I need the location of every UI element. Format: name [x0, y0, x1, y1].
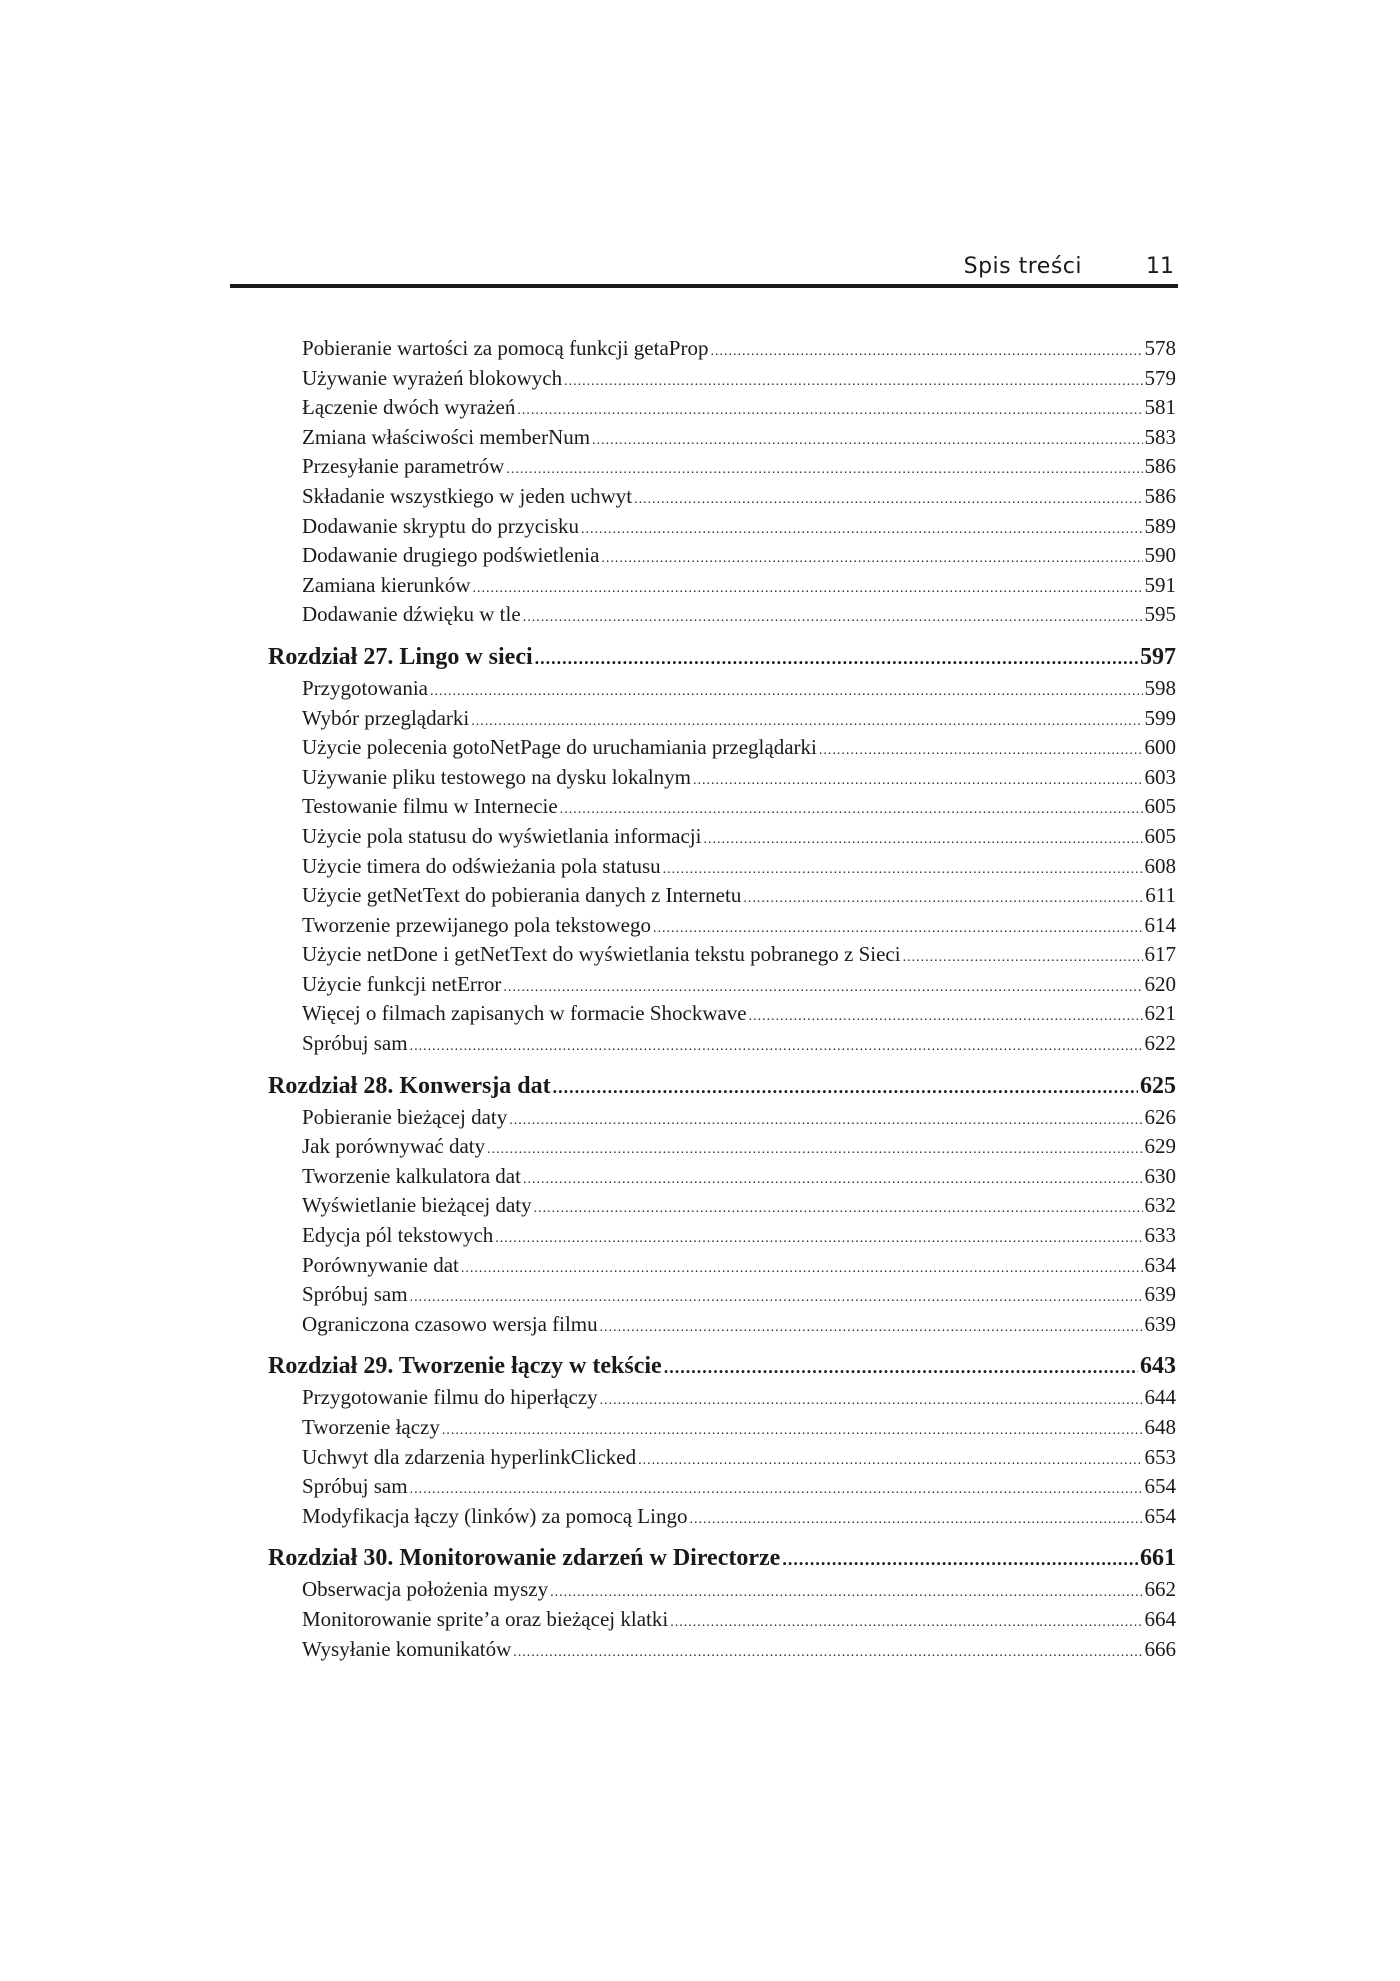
toc-entry-page: 654: [1144, 1474, 1176, 1499]
toc-entry-title: Rozdział 28. Konwersja dat: [268, 1072, 551, 1099]
toc-entry: [268, 1103, 1176, 1133]
toc-entry-page: 605: [1144, 823, 1176, 848]
toc-entry-title: Porównywanie dat: [302, 1252, 459, 1277]
toc-entry-page: 648: [1144, 1415, 1176, 1439]
toc-entry-page: 643: [1140, 1353, 1176, 1380]
dot-leader: [782, 1541, 1138, 1576]
toc-entry-page: 586: [1144, 483, 1176, 508]
toc-entry: [268, 792, 1176, 822]
dot-leader: [560, 792, 1143, 825]
toc-entry-title: Tworzenie łączy: [302, 1415, 440, 1439]
toc-entry-title: Użycie funkcji netError: [302, 971, 502, 996]
toc-entry-title: Edycja pól tekstowych: [302, 1223, 494, 1248]
toc-entry-title: Używanie pliku testowego na dysku lokalnym: [302, 764, 692, 789]
dot-leader: [634, 482, 1142, 515]
dot-leader: [509, 1103, 1142, 1136]
dot-leader: [819, 733, 1143, 766]
toc-entry-title: Przesyłanie parametrów: [302, 454, 505, 479]
dot-leader: [410, 1472, 1143, 1505]
table-of-contents: [268, 334, 1176, 1664]
toc-entry: [268, 512, 1176, 542]
dot-leader: [461, 1251, 1143, 1284]
toc-entry-title: Wysyłanie komunikatów: [302, 1636, 512, 1661]
toc-entry-title: Zamiana kierunków: [302, 572, 471, 597]
dot-leader: [517, 393, 1142, 426]
dot-leader: [442, 1413, 1143, 1446]
toc-entry-title: Przygotowania: [302, 675, 428, 700]
toc-entry-title: Rozdział 30. Monitorowanie zdarzeń w Directorze: [268, 1545, 781, 1572]
dot-leader: [471, 704, 1142, 737]
dot-leader: [503, 970, 1142, 1003]
toc-entry-page: 608: [1144, 853, 1176, 878]
dot-leader: [600, 1383, 1143, 1416]
toc-entry-page: 634: [1144, 1252, 1176, 1277]
toc-entry-page: 581: [1144, 395, 1176, 420]
toc-entry-title: Spróbuj sam: [302, 1282, 408, 1307]
toc-entry-title: Dodawanie skryptu do przycisku: [302, 513, 580, 538]
toc-entry-page: 578: [1144, 336, 1176, 360]
toc-entry: [268, 1280, 1176, 1310]
toc-entry-page: 591: [1144, 572, 1176, 597]
toc-entry-title: Dodawanie dźwięku w tle: [302, 602, 521, 627]
dot-leader: [670, 1605, 1142, 1638]
toc-chapter-heading: [268, 640, 1176, 674]
dot-leader: [638, 1443, 1142, 1476]
toc-entry: [268, 999, 1176, 1029]
toc-entry-title: Testowanie filmu w Internecie: [302, 794, 558, 819]
dot-leader: [553, 1069, 1138, 1104]
toc-entry-page: 586: [1144, 454, 1176, 479]
toc-entry-page: 632: [1144, 1193, 1176, 1218]
toc-entry-page: 633: [1144, 1223, 1176, 1248]
toc-entry-title: Uchwyt dla zdarzenia hyperlinkClicked: [302, 1444, 637, 1469]
toc-entry-page: 600: [1144, 735, 1176, 760]
toc-entry-page: 630: [1144, 1163, 1176, 1188]
toc-entry: [268, 1502, 1176, 1532]
toc-entry-title: Użycie polecenia gotoNetPage do uruchamiania przeglądarki: [302, 735, 817, 760]
toc-entry-page: 662: [1144, 1577, 1176, 1602]
dot-leader: [523, 600, 1143, 633]
dot-leader: [534, 1191, 1143, 1224]
toc-entry-page: 583: [1144, 424, 1176, 449]
toc-entry: [268, 452, 1176, 482]
dot-leader: [592, 423, 1142, 456]
toc-entry-title: Użycie timera do odświeżania pola statusu: [302, 853, 661, 878]
dot-leader: [710, 334, 1142, 367]
toc-entry: [268, 1029, 1176, 1059]
toc-entry-title: Obserwacja położenia myszy: [302, 1577, 549, 1602]
dot-leader: [550, 1575, 1142, 1608]
dot-leader: [535, 640, 1138, 675]
dot-leader: [487, 1132, 1142, 1165]
dot-leader: [581, 512, 1142, 545]
toc-entry: [268, 1221, 1176, 1251]
dot-leader: [903, 940, 1143, 973]
toc-entry-page: 590: [1144, 543, 1176, 568]
toc-entry-title: Wybór przeglądarki: [302, 705, 470, 730]
dot-leader: [410, 1029, 1143, 1062]
toc-entry-title: Więcej o filmach zapisanych w formacie Shockwave: [302, 1001, 747, 1026]
dot-leader: [506, 452, 1142, 485]
toc-entry: [268, 541, 1176, 571]
dot-leader: [410, 1280, 1143, 1313]
toc-entry-page: 605: [1144, 794, 1176, 819]
toc-entry-page: 579: [1144, 365, 1176, 390]
dot-leader: [564, 364, 1142, 397]
page-header: [230, 252, 1178, 288]
toc-entry-title: Jak porównywać daty: [302, 1134, 486, 1159]
toc-entry: [268, 364, 1176, 394]
dot-leader: [601, 541, 1142, 574]
dot-leader: [743, 881, 1143, 914]
toc-entry-title: Użycie pola statusu do wyświetlania informacji: [302, 823, 702, 848]
toc-entry-title: Zmiana właściwości memberNum: [302, 424, 591, 449]
toc-entry-title: Tworzenie kalkulatora dat: [302, 1163, 521, 1188]
toc-entry-title: Łączenie dwóch wyrażeń: [302, 395, 516, 420]
page-number: 11: [1146, 254, 1174, 279]
toc-entry-title: Tworzenie przewijanego pola tekstowego: [302, 912, 651, 937]
toc-entry-page: 661: [1140, 1545, 1176, 1572]
toc-entry: [268, 1635, 1176, 1665]
toc-entry-title: Ograniczona czasowo wersja filmu: [302, 1311, 598, 1336]
dot-leader: [495, 1221, 1142, 1254]
dot-leader: [693, 763, 1142, 796]
toc-entry: [268, 423, 1176, 453]
toc-entry: [268, 763, 1176, 793]
toc-entry-page: 625: [1140, 1072, 1176, 1099]
toc-entry: [268, 1191, 1176, 1221]
toc-entry-page: 639: [1144, 1311, 1176, 1336]
toc-entry-page: 644: [1144, 1385, 1176, 1410]
toc-entry: [268, 674, 1176, 704]
toc-entry-page: 589: [1144, 513, 1176, 538]
toc-entry: [268, 1575, 1176, 1605]
header-rule: [230, 284, 1178, 288]
toc-entry-title: Rozdział 27. Lingo w sieci: [268, 643, 533, 670]
toc-entry-title: Użycie getNetText do pobierania danych z Internetu: [302, 883, 742, 908]
toc-entry-title: Wyświetlanie bieżącej daty: [302, 1193, 532, 1218]
dot-leader: [513, 1635, 1142, 1668]
toc-entry-page: 654: [1144, 1503, 1176, 1528]
toc-entry-page: 621: [1144, 1001, 1176, 1026]
toc-entry-page: 617: [1144, 942, 1176, 967]
dot-leader: [430, 674, 1143, 707]
toc-entry: [268, 970, 1176, 1000]
toc-entry-title: Pobieranie bieżącej daty: [302, 1104, 508, 1129]
toc-entry: [268, 881, 1176, 911]
toc-entry-title: Pobieranie wartości za pomocą funkcji getaProp: [302, 336, 709, 360]
toc-entry: [268, 911, 1176, 941]
dot-leader: [600, 1310, 1143, 1343]
toc-chapter-heading: [268, 1541, 1176, 1575]
toc-entry-page: 598: [1144, 675, 1176, 700]
dot-leader: [749, 999, 1143, 1032]
toc-entry-page: 603: [1144, 764, 1176, 789]
toc-entry-page: 620: [1144, 971, 1176, 996]
toc-entry: [268, 1162, 1176, 1192]
dot-leader: [703, 822, 1142, 855]
toc-entry-title: Spróbuj sam: [302, 1031, 408, 1056]
toc-entry-page: 622: [1144, 1031, 1176, 1056]
toc-entry: [268, 1251, 1176, 1281]
toc-entry-page: 664: [1144, 1606, 1176, 1631]
dot-leader: [663, 852, 1143, 885]
toc-entry-page: 611: [1145, 883, 1176, 908]
toc-entry-title: Dodawanie drugiego podświetlenia: [302, 543, 600, 568]
toc-entry-page: 614: [1144, 912, 1176, 937]
toc-entry: [268, 1132, 1176, 1162]
toc-entry-page: 653: [1144, 1444, 1176, 1469]
toc-entry: [268, 704, 1176, 734]
dot-leader: [664, 1349, 1138, 1384]
toc-entry: [268, 600, 1176, 630]
toc-entry: [268, 1605, 1176, 1635]
toc-entry-page: 597: [1140, 643, 1176, 670]
toc-entry-page: 599: [1144, 705, 1176, 730]
toc-entry-title: Spróbuj sam: [302, 1474, 408, 1499]
toc-entry-page: 629: [1144, 1134, 1176, 1159]
running-title: Spis treści: [963, 254, 1082, 279]
toc-chapter-heading: [268, 1349, 1176, 1383]
toc-entry-page: 666: [1144, 1636, 1176, 1661]
toc-entry-title: Przygotowanie filmu do hiperłączy: [302, 1385, 598, 1410]
toc-entry: [268, 1443, 1176, 1473]
toc-entry: [268, 482, 1176, 512]
toc-entry-page: 639: [1144, 1282, 1176, 1307]
toc-entry: [268, 822, 1176, 852]
toc-entry-page: 626: [1144, 1104, 1176, 1129]
toc-entry-title: Modyfikacja łączy (linków) za pomocą Lingo: [302, 1503, 688, 1528]
dot-leader: [523, 1162, 1143, 1195]
toc-entry: [268, 733, 1176, 763]
toc-entry: [268, 852, 1176, 882]
toc-entry-title: Składanie wszystkiego w jeden uchwyt: [302, 483, 633, 508]
toc-entry-title: Monitorowanie sprite’a oraz bieżącej klatki: [302, 1606, 669, 1631]
dot-leader: [689, 1502, 1142, 1535]
toc-chapter-heading: [268, 1069, 1176, 1103]
toc-entry-title: Rozdział 29. Tworzenie łączy w tekście: [268, 1353, 662, 1380]
toc-entry: [268, 571, 1176, 601]
toc-entry: [268, 334, 1176, 364]
toc-entry: [268, 1472, 1176, 1502]
toc-entry-title: Użycie netDone i getNetText do wyświetlania tekstu pobranego z Sieci: [302, 942, 901, 967]
toc-entry-title: Używanie wyrażeń blokowych: [302, 365, 563, 390]
toc-entry: [268, 393, 1176, 423]
dot-leader: [653, 911, 1143, 944]
toc-entry: [268, 940, 1176, 970]
toc-entry: [268, 1310, 1176, 1340]
dot-leader: [473, 571, 1143, 604]
toc-entry-page: 595: [1144, 602, 1176, 627]
toc-entry: [268, 1413, 1176, 1443]
toc-entry: [268, 1383, 1176, 1413]
